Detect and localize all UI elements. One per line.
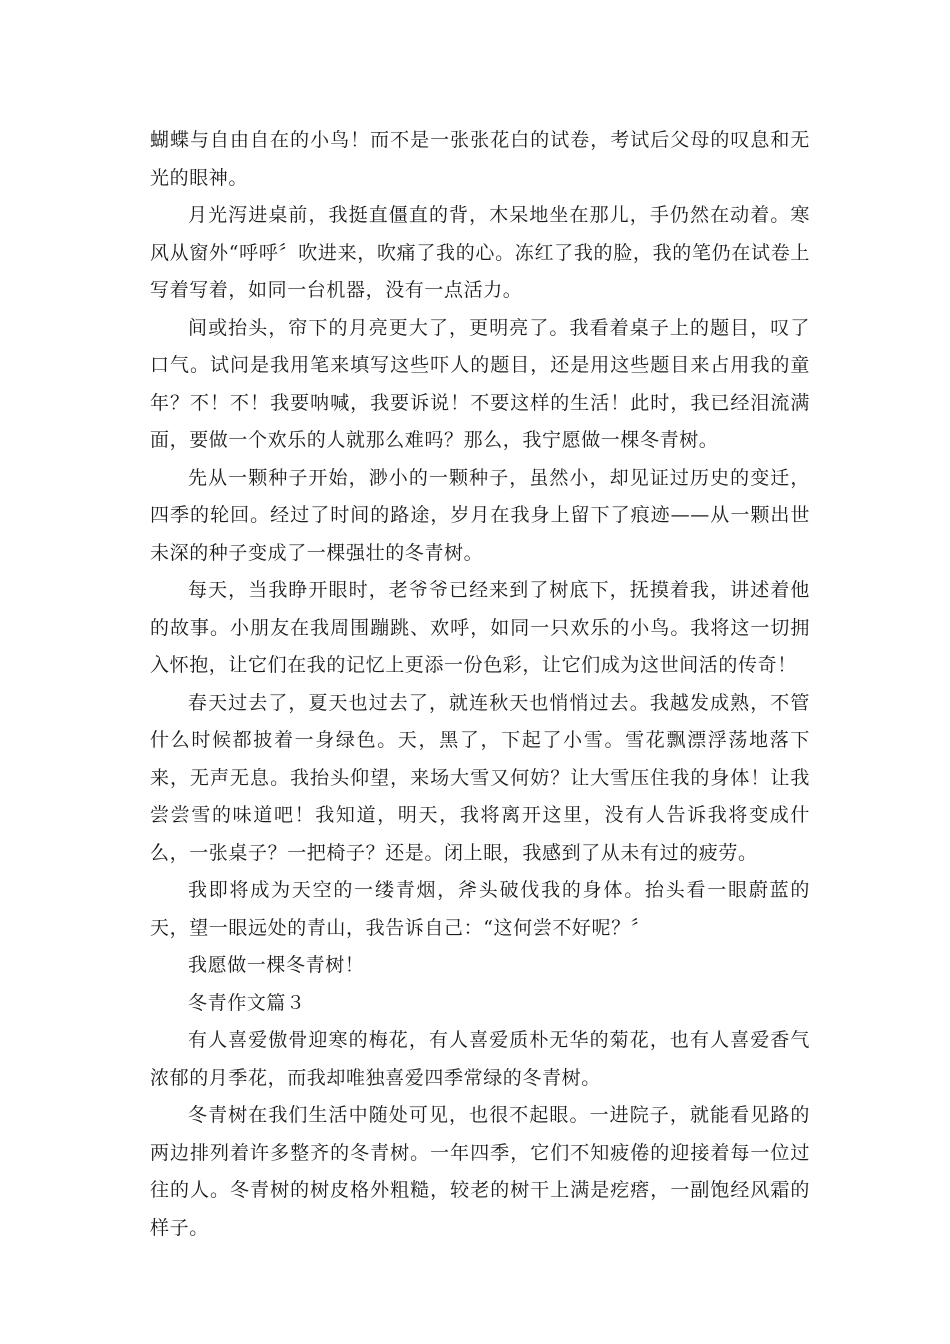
paragraph: 间或抬头，帘下的月亮更大了，更明亮了。我看着桌子上的题目，叹了口气。试问是我用笔来填写这些吓人的题目，还是用这些题目来占用我的童年？不！不！我要呐喊，我要诉说！不要这样的生活！此时，我已经泪流满面，要做一个欢乐的人就那么难吗？那么，我宁愿做一棵冬青树。: [150, 316, 810, 451]
section-heading: 冬青作文篇３: [188, 991, 306, 1014]
paragraph: 冬青树在我们生活中随处可见，也很不起眼。一进院子，就能看见路的两边排列着许多整齐的冬青树。一年四季，它们不知疲倦的迎接着每一位过往的人。冬青树的树皮格外粗糙，较老的树干上满是疙瘩，一副饱经风霜的样子。: [150, 1104, 810, 1239]
paragraph: 有人喜爱傲骨迎寒的梅花，有人喜爱质朴无华的菊花，也有人喜爱香气浓郁的月季花，而我却唯独喜爱四季常绿的冬青树。: [150, 1029, 810, 1089]
paragraph: 月光泻进桌前，我挺直僵直的背，木呆地坐在那儿，手仍然在动着。寒风从窗外“呼呼〞吹进来，吹痛了我的心。冻红了我的脸，我的笔仍在试卷上写着写着，如同一台机器，没有一点活力。: [150, 204, 810, 301]
paragraph: 我即将成为天空的一缕青烟，斧头破伐我的身体。抬头看一眼蔚蓝的天，望一眼远处的青山，我告诉自己：“这何尝不好呢？〞: [150, 879, 810, 939]
paragraph: 每天，当我睁开眼时，老爷爷已经来到了树底下，抚摸着我，讲述着他的故事。小朋友在我周围蹦跳、欢呼，如同一只欢乐的小鸟。我将这一切拥入怀抱，让它们在我的记忆上更添一份色彩，让它们成为这世间活的传奇！: [150, 579, 810, 676]
document-body: [150, 122, 810, 1247]
paragraph: 春天过去了，夏天也过去了，就连秋天也悄悄过去。我越发成熟，不管什么时候都披着一身绿色。天，黑了，下起了小雪。雪花飘漂浮荡地落下来，无声无息。我抬头仰望，来场大雪又何妨？让大雪压住我的身体！让我尝尝雪的味道吧！我知道，明天，我将离开这里，没有人告诉我将变成什么，一张桌子？一把椅子？还是。闭上眼，我感到了从未有过的疲劳。: [150, 691, 810, 864]
closing-line: 我愿做一棵冬青树！: [188, 954, 365, 976]
paragraph: 先从一颗种子开始，渺小的一颗种子，虽然小，却见证过历史的变迁，四季的轮回。经过了时间的路途，岁月在我身上留下了痕迹——从一颗出世未深的种子变成了一棵强壮的冬青树。: [150, 466, 810, 564]
paragraph: 蝴蝶与自由自在的小鸟！而不是一张张花白的试卷，考试后父母的叹息和无光的眼神。: [150, 129, 810, 189]
